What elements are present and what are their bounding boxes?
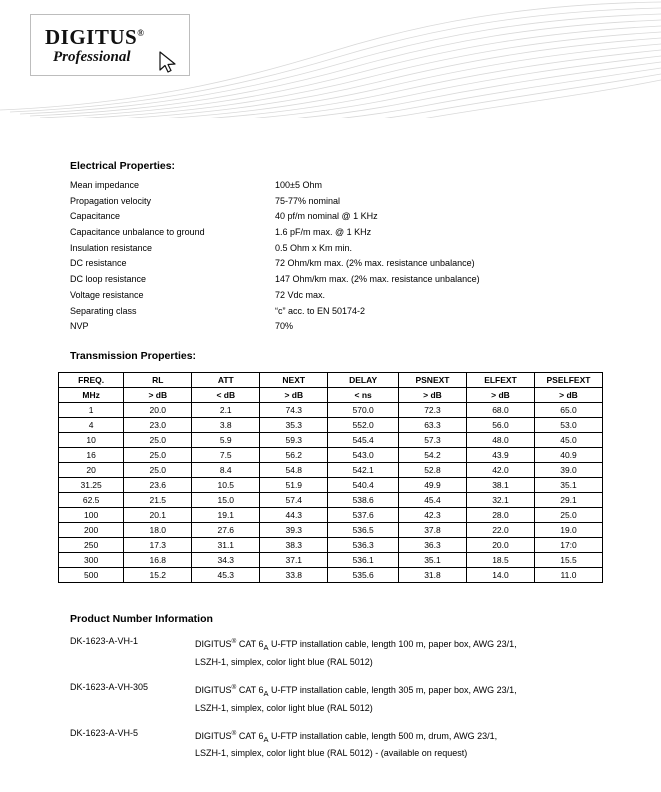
data-cell: 11.0 xyxy=(534,568,602,583)
table-row xyxy=(70,321,590,337)
data-cell: 16 xyxy=(59,448,124,463)
category-text: CAT 6 xyxy=(236,730,264,741)
data-cell: 59.3 xyxy=(260,433,328,448)
data-cell: 29.1 xyxy=(534,493,602,508)
column-header-psnext: PSNEXT xyxy=(398,373,466,388)
data-cell: 20.0 xyxy=(124,403,192,418)
property-label: Separating class xyxy=(70,305,137,316)
data-cell: 542.1 xyxy=(328,463,399,478)
data-cell: 21.5 xyxy=(124,493,192,508)
product-description-line-1 xyxy=(195,726,600,747)
data-cell: 49.9 xyxy=(398,478,466,493)
table-row xyxy=(70,227,590,243)
registered-trademark-icon: ® xyxy=(231,729,237,737)
data-cell: 57.3 xyxy=(398,433,466,448)
property-label: DC loop resistance xyxy=(70,274,147,285)
data-cell: 44.3 xyxy=(260,508,328,523)
electrical-properties-title: Electrical Properties: xyxy=(70,160,176,172)
property-label: DC resistance xyxy=(70,258,127,269)
data-cell: 543.0 xyxy=(328,448,399,463)
unit-cell: MHz xyxy=(59,388,124,403)
table-row xyxy=(70,258,590,274)
table-row xyxy=(59,523,603,538)
data-cell: 2.1 xyxy=(192,403,260,418)
data-cell: 34.3 xyxy=(192,553,260,568)
logo-wordmark xyxy=(45,25,144,50)
unit-cell: > dB xyxy=(466,388,534,403)
data-cell: 19.0 xyxy=(534,523,602,538)
description-text: U-FTP installation cable, length 500 m, drum, AWG 23/1, xyxy=(268,730,498,741)
data-cell: 538.6 xyxy=(328,493,399,508)
property-value: “c” acc. to EN 50174-2 xyxy=(275,305,366,316)
product-description-line-2: LSZH-1, simplex, color light blue (RAL 5012) xyxy=(195,656,373,667)
data-cell: 15.0 xyxy=(192,493,260,508)
data-cell: 38.1 xyxy=(466,478,534,493)
table-row xyxy=(59,403,603,418)
data-cell: 25.0 xyxy=(124,448,192,463)
data-cell: 20.0 xyxy=(466,538,534,553)
property-label: Insulation resistance xyxy=(70,242,153,253)
table-row xyxy=(70,306,590,322)
list-item xyxy=(70,726,600,762)
product-description xyxy=(195,634,600,670)
data-cell: 5.9 xyxy=(192,433,260,448)
product-number-list xyxy=(70,634,600,771)
property-value: 1.6 pF/m max. @ 1 KHz xyxy=(275,227,372,238)
table-row xyxy=(70,274,590,290)
table-row xyxy=(70,290,590,306)
data-cell: 33.8 xyxy=(260,568,328,583)
data-cell: 25.0 xyxy=(124,463,192,478)
data-cell: 31.25 xyxy=(59,478,124,493)
data-cell: 15.2 xyxy=(124,568,192,583)
property-value: 72 Vdc max. xyxy=(275,289,326,300)
product-description-line-2: LSZH-1, simplex, color light blue (RAL 5012) xyxy=(195,702,373,713)
data-cell: 56.2 xyxy=(260,448,328,463)
data-cell: 22.0 xyxy=(466,523,534,538)
data-cell: 65.0 xyxy=(534,403,602,418)
unit-cell: > dB xyxy=(260,388,328,403)
property-label: NVP xyxy=(70,321,89,332)
data-cell: 25.0 xyxy=(124,433,192,448)
data-cell: 42.3 xyxy=(398,508,466,523)
data-cell: 16.8 xyxy=(124,553,192,568)
table-row xyxy=(70,243,590,259)
column-header-next: NEXT xyxy=(260,373,328,388)
data-cell: 536.3 xyxy=(328,538,399,553)
table-row xyxy=(59,478,603,493)
logo-wordmark-text: DIGITUS xyxy=(45,25,138,49)
data-cell: 37.1 xyxy=(260,553,328,568)
data-cell: 74.3 xyxy=(260,403,328,418)
product-code: DK-1623-A-VH-305 xyxy=(70,681,149,692)
property-label: Capacitance unbalance to ground xyxy=(70,227,205,238)
data-cell: 57.4 xyxy=(260,493,328,508)
registered-trademark-icon: ® xyxy=(231,638,237,645)
category-subscript: A xyxy=(263,734,269,744)
data-cell: 54.2 xyxy=(398,448,466,463)
data-cell: 570.0 xyxy=(328,403,399,418)
data-cell: 52.8 xyxy=(398,463,466,478)
product-code: DK-1623-A-VH-5 xyxy=(70,727,139,738)
data-cell: 8.4 xyxy=(192,463,260,478)
data-cell: 19.1 xyxy=(192,508,260,523)
data-cell: 20.1 xyxy=(124,508,192,523)
category-subscript: A xyxy=(263,642,269,652)
unit-cell: > dB xyxy=(398,388,466,403)
data-cell: 540.4 xyxy=(328,478,399,493)
table-row xyxy=(59,538,603,553)
brand-text: DIGITUS xyxy=(195,730,232,741)
data-cell: 552.0 xyxy=(328,418,399,433)
table-units-row xyxy=(59,388,603,403)
digitus-logo xyxy=(30,14,190,76)
data-cell: 536.5 xyxy=(328,523,399,538)
property-value: 100±5 Ohm xyxy=(275,180,322,190)
table-row xyxy=(59,448,603,463)
registered-trademark-icon: ® xyxy=(231,683,237,691)
product-description xyxy=(195,726,600,762)
data-cell: 39.0 xyxy=(534,463,602,478)
transmission-properties-table xyxy=(58,372,603,583)
data-cell: 25.0 xyxy=(534,508,602,523)
data-cell: 72.3 xyxy=(398,403,466,418)
table-row xyxy=(59,433,603,448)
list-item xyxy=(70,680,600,716)
data-cell: 17:0 xyxy=(534,538,602,553)
data-cell: 15.5 xyxy=(534,553,602,568)
data-cell: 38.3 xyxy=(260,538,328,553)
product-code: DK-1623-A-VH-1 xyxy=(70,636,139,646)
data-cell: 23.0 xyxy=(124,418,192,433)
product-description xyxy=(195,680,600,716)
data-cell: 56.0 xyxy=(466,418,534,433)
property-value: 40 pf/m nominal @ 1 KHz xyxy=(275,211,378,222)
electrical-properties-table xyxy=(70,180,590,337)
unit-cell: < dB xyxy=(192,388,260,403)
data-cell: 537.6 xyxy=(328,508,399,523)
data-cell: 18.5 xyxy=(466,553,534,568)
property-value: 72 Ohm/km max. (2% max. resistance unbalance) xyxy=(275,258,475,269)
data-cell: 500 xyxy=(59,568,124,583)
property-label: Propagation velocity xyxy=(70,195,152,206)
data-cell: 32.1 xyxy=(466,493,534,508)
data-cell: 40.9 xyxy=(534,448,602,463)
data-cell: 62.5 xyxy=(59,493,124,508)
product-number-information-title: Product Number Information xyxy=(70,613,213,625)
property-value: 75-77% nominal xyxy=(275,195,341,206)
column-header-delay: DELAY xyxy=(328,373,399,388)
data-cell: 45.3 xyxy=(192,568,260,583)
data-cell: 17.3 xyxy=(124,538,192,553)
table-row xyxy=(59,493,603,508)
description-text: U-FTP installation cable, length 305 m, paper box, AWG 23/1, xyxy=(268,684,517,695)
transmission-properties-title: Transmission Properties: xyxy=(70,350,197,362)
data-cell: 100 xyxy=(59,508,124,523)
product-description-line-1 xyxy=(195,680,600,701)
column-header-elfext: ELFEXT xyxy=(466,373,534,388)
list-item xyxy=(70,634,600,670)
brand-text: DIGITUS xyxy=(195,684,232,695)
unit-cell: > dB xyxy=(534,388,602,403)
brand-text: DIGITUS xyxy=(195,639,232,649)
property-value: 0.5 Ohm x Km min. xyxy=(275,242,353,253)
property-label: Voltage resistance xyxy=(70,289,144,300)
table-row xyxy=(70,211,590,227)
property-value: 70% xyxy=(275,321,294,332)
column-header-rl: RL xyxy=(124,373,192,388)
data-cell: 3.8 xyxy=(192,418,260,433)
data-cell: 31.8 xyxy=(398,568,466,583)
data-cell: 31.1 xyxy=(192,538,260,553)
table-row xyxy=(70,196,590,212)
data-cell: 45.0 xyxy=(534,433,602,448)
data-cell: 68.0 xyxy=(466,403,534,418)
unit-cell: < ns xyxy=(328,388,399,403)
data-cell: 10 xyxy=(59,433,124,448)
description-text: U-FTP installation cable, length 100 m, paper box, AWG 23/1, xyxy=(268,639,517,649)
data-cell: 535.6 xyxy=(328,568,399,583)
data-cell: 43.9 xyxy=(466,448,534,463)
category-text: CAT 6 xyxy=(236,684,264,695)
category-subscript: A xyxy=(263,688,269,698)
product-description-line-1 xyxy=(195,634,600,655)
mouse-cursor-icon xyxy=(158,51,178,73)
data-cell: 54.8 xyxy=(260,463,328,478)
data-cell: 37.8 xyxy=(398,523,466,538)
data-cell: 35.1 xyxy=(534,478,602,493)
data-cell: 250 xyxy=(59,538,124,553)
data-cell: 35.3 xyxy=(260,418,328,433)
data-cell: 23.6 xyxy=(124,478,192,493)
table-row xyxy=(70,180,590,196)
data-cell: 300 xyxy=(59,553,124,568)
property-label: Mean impedance xyxy=(70,180,140,190)
property-label: Capacitance xyxy=(70,211,121,222)
data-cell: 18.0 xyxy=(124,523,192,538)
data-cell: 1 xyxy=(59,403,124,418)
data-cell: 45.4 xyxy=(398,493,466,508)
data-cell: 4 xyxy=(59,418,124,433)
data-cell: 53.0 xyxy=(534,418,602,433)
logo-subtitle: Professional xyxy=(53,49,131,65)
column-header-att: ATT xyxy=(192,373,260,388)
data-cell: 200 xyxy=(59,523,124,538)
category-text: CAT 6 xyxy=(236,639,264,649)
product-description-line-2: LSZH-1, simplex, color light blue (RAL 5012) - (available on request) xyxy=(195,748,468,759)
data-cell: 39.3 xyxy=(260,523,328,538)
data-cell: 35.1 xyxy=(398,553,466,568)
table-header-row xyxy=(59,373,603,388)
data-cell: 48.0 xyxy=(466,433,534,448)
unit-cell: > dB xyxy=(124,388,192,403)
table-row xyxy=(59,508,603,523)
data-cell: 20 xyxy=(59,463,124,478)
table-row xyxy=(59,553,603,568)
data-cell: 63.3 xyxy=(398,418,466,433)
property-value: 147 Ohm/km max. (2% max. resistance unbalance) xyxy=(275,274,480,285)
data-cell: 27.6 xyxy=(192,523,260,538)
data-cell: 42.0 xyxy=(466,463,534,478)
table-row xyxy=(59,568,603,583)
data-cell: 28.0 xyxy=(466,508,534,523)
registered-trademark-icon: ® xyxy=(137,28,145,38)
data-cell: 7.5 xyxy=(192,448,260,463)
data-cell: 10.5 xyxy=(192,478,260,493)
data-cell: 536.1 xyxy=(328,553,399,568)
page-header xyxy=(0,0,661,118)
column-header-freq: FREQ. xyxy=(59,373,124,388)
table-row xyxy=(59,418,603,433)
data-cell: 545.4 xyxy=(328,433,399,448)
table-row xyxy=(59,463,603,478)
column-header-pselfext: PSELFEXT xyxy=(534,373,602,388)
data-cell: 36.3 xyxy=(398,538,466,553)
data-cell: 14.0 xyxy=(466,568,534,583)
data-cell: 51.9 xyxy=(260,478,328,493)
